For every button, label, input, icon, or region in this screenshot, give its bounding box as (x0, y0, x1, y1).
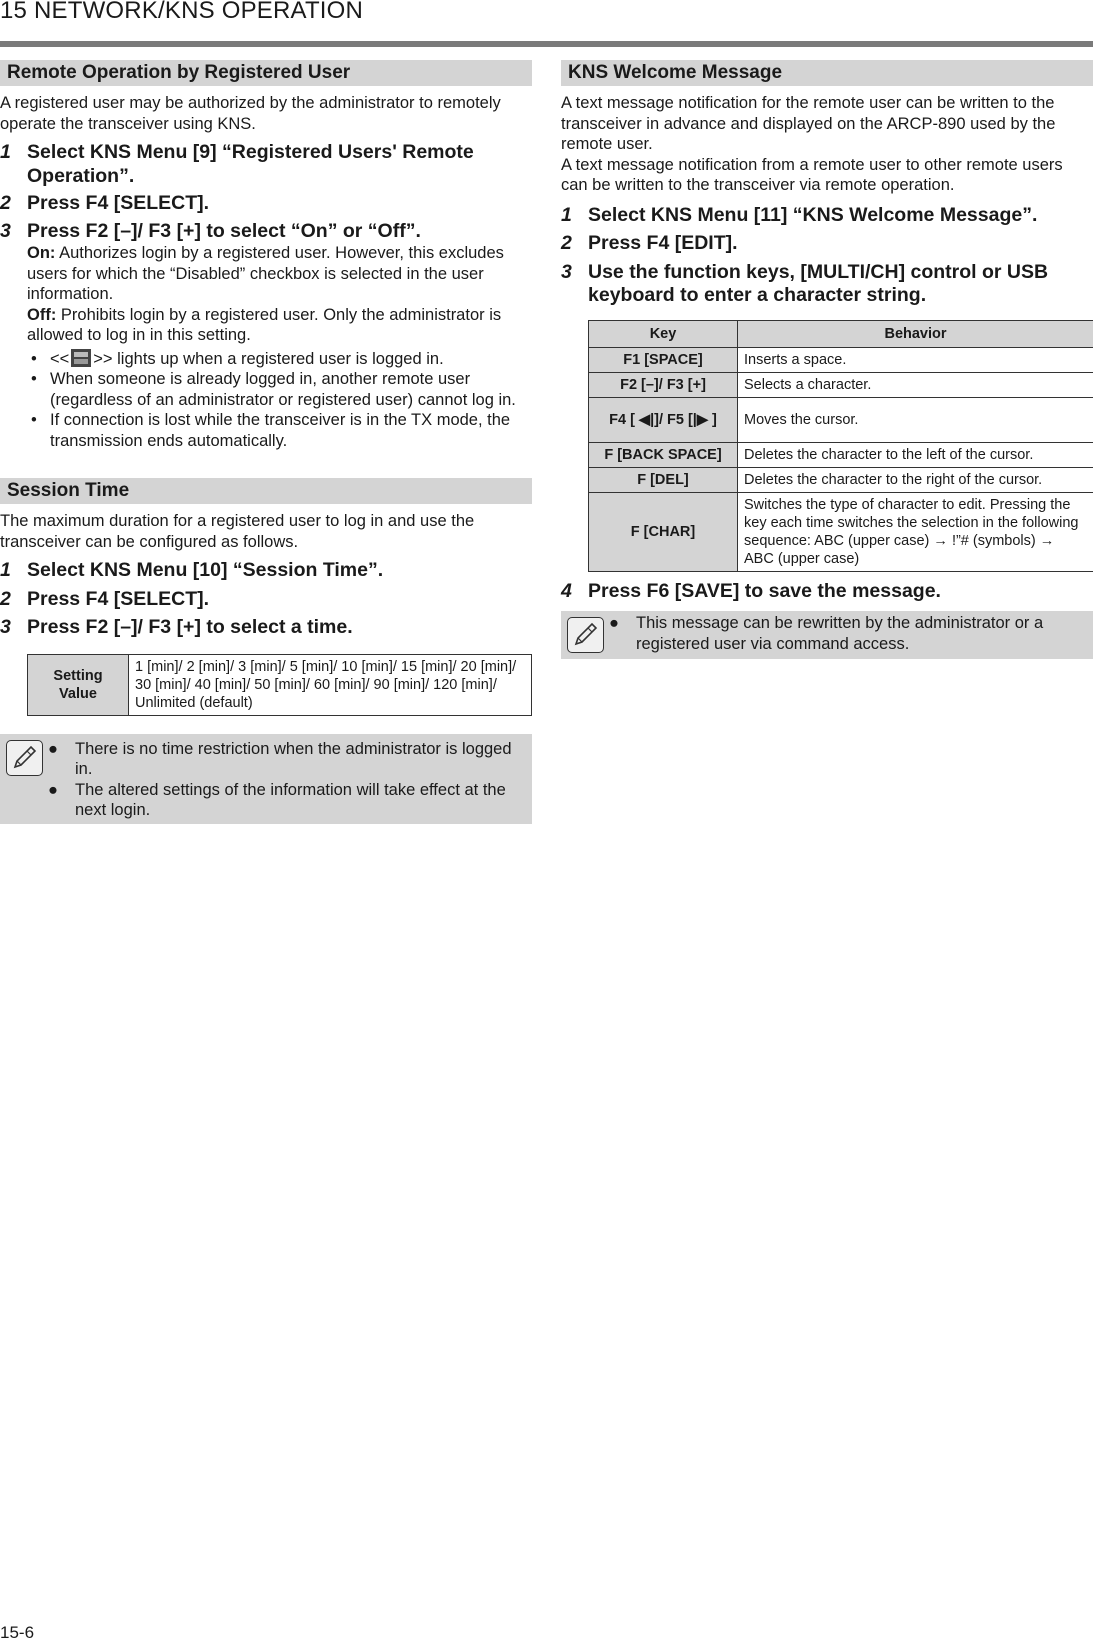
left-column (0, 60, 532, 824)
bullet-icon: • (31, 411, 37, 429)
step-4 (561, 580, 1093, 604)
bullet-icon: • (31, 349, 37, 368)
step-1 (561, 204, 1093, 228)
note-text: There is no time restriction when the administrator is logged in. (75, 739, 512, 778)
step-number: 4 (561, 579, 572, 602)
table-row (589, 397, 1093, 442)
key-cell: F2 [–]/ F3 [+] (589, 372, 738, 397)
column-header-behavior: Behavior (738, 320, 1093, 347)
key-cell: F1 [SPACE] (589, 347, 738, 372)
page-number: 15-6 (0, 1623, 35, 1642)
session-time-note (0, 734, 532, 824)
step-text: Press F2 [–]/ F3 [+] to select “On” or “Off”. (27, 219, 421, 242)
note-list (48, 739, 528, 821)
list-item (48, 780, 528, 821)
note-text: The altered settings of the information will take effect at the next login. (75, 780, 506, 819)
section-heading-remote-operation: Remote Operation by Registered User (0, 60, 532, 86)
pencil-note-icon (567, 617, 604, 653)
pencil-note-icon (6, 740, 43, 776)
step-number: 3 (0, 616, 11, 638)
bullet-icon: ● (609, 614, 619, 632)
step-text: Press F6 [SAVE] to save the message. (588, 579, 941, 602)
step-number: 1 (0, 559, 11, 581)
step-2 (0, 192, 532, 216)
remote-user-icon (71, 349, 91, 367)
table-row (589, 442, 1093, 467)
step-1 (0, 559, 532, 583)
section-heading-welcome-message: KNS Welcome Message (561, 60, 1093, 86)
step-text: Press F4 [SELECT]. (27, 587, 210, 610)
key-cell: F [BACK SPACE] (589, 442, 738, 467)
table-row (589, 347, 1093, 372)
step-text: Press F2 [–]/ F3 [+] to select a time. (27, 616, 353, 638)
list-item (48, 739, 528, 780)
behavior-cell: Inserts a space. (738, 347, 1093, 372)
key-cell: F4 [ ◀|]/ F5 [|▶ ] (589, 397, 738, 442)
key-cell: F [DEL] (589, 467, 738, 492)
remote-operation-intro: A registered user may be authorized by the administrator to remotely operate the transceiver using KNS. (0, 94, 501, 133)
bullet-pre: << (50, 349, 70, 368)
setting-value-header: Setting Value (28, 654, 129, 715)
bullet-text: If connection is lost while the transceiver is in the TX mode, the transmission ends automatically. (50, 411, 511, 450)
step-1 (0, 141, 532, 188)
off-description (0, 305, 532, 346)
step-3 (0, 616, 532, 640)
list-item (27, 349, 532, 370)
table-row (589, 467, 1093, 492)
step-number: 3 (561, 260, 572, 283)
table-header-row (589, 320, 1093, 347)
on-description (0, 243, 532, 305)
bullet-text: When someone is already logged in, another remote user (regardless of an administrator or registered user) cannot log in. (50, 370, 516, 409)
behavior-cell: Selects a character. (738, 372, 1093, 397)
step-2 (561, 232, 1093, 256)
off-label: Off: (27, 305, 57, 324)
step-text: Press F4 [EDIT]. (588, 232, 738, 254)
step-3 (561, 261, 1093, 308)
behavior-cell: Switches the type of character to edit. Pressing the key each time switches the selection in the following sequence: ABC (upper case) → !”# (symbols) → ABC (upper case) (738, 492, 1093, 571)
welcome-message-note (561, 611, 1093, 659)
note-text: This message can be rewritten by the administrator or a registered user via command access. (636, 614, 1044, 653)
page-header (0, 0, 1093, 50)
section-heading-session-time: Session Time (0, 478, 532, 504)
on-label: On: (27, 244, 56, 262)
bullet-icon: ● (48, 780, 58, 799)
bullet-icon: ● (48, 739, 58, 758)
welcome-intro-1: A text message notification for the remote user can be written to the transceiver in advance and displayed on the ARCP-890 used by the remote user. (561, 94, 1056, 153)
remote-operation-bullets (27, 349, 532, 452)
step-number: 2 (0, 587, 11, 610)
bullet-icon: • (31, 370, 37, 388)
note-list (609, 613, 1089, 654)
step-3 (0, 220, 532, 244)
setting-value-cell: 1 [min]/ 2 [min]/ 3 [min]/ 5 [min]/ 10 [min]/ 15 [min]/ 20 [min]/ 30 [min]/ 40 [min]/ 50 [min]/ 60 [min]/ 90 [min]/ 120 [min]/ Unlimited (default) (129, 654, 532, 715)
list-item (27, 369, 532, 410)
step-number: 2 (561, 232, 572, 254)
table-row (28, 654, 532, 715)
step-text: Select KNS Menu [9] “Registered Users' Remote Operation”. (27, 141, 474, 187)
on-text: Authorizes login by a registered user. However, this excludes users for which the “Disabled” checkbox is selected in the user information. (27, 244, 504, 303)
behavior-cell: Deletes the character to the right of the cursor. (738, 467, 1093, 492)
chapter-title: 15 NETWORK/KNS OPERATION (0, 0, 364, 24)
off-text: Prohibits login by a registered user. Only the administrator is allowed to log in in this setting. (27, 305, 502, 344)
column-header-key: Key (589, 320, 738, 347)
right-column (561, 60, 1093, 659)
table-row (589, 492, 1093, 571)
step-number: 2 (0, 192, 11, 214)
behavior-cell: Moves the cursor. (738, 397, 1093, 442)
step-number: 3 (0, 219, 11, 242)
step-text: Press F4 [SELECT]. (27, 192, 210, 214)
step-number: 1 (0, 141, 11, 163)
welcome-intro-2: A text message notification from a remote user to other remote users can be written to the transceiver via remote operation. (561, 155, 1063, 194)
session-time-intro: The maximum duration for a registered user to log in and use the transceiver can be configured as follows. (0, 512, 475, 551)
key-cell: F [CHAR] (589, 492, 738, 571)
behavior-cell: Deletes the character to the left of the cursor. (738, 442, 1093, 467)
step-text: Select KNS Menu [11] “KNS Welcome Message”. (588, 203, 1038, 226)
bullet-post: >> lights up when a registered user is logged in. (93, 349, 444, 368)
session-time-table (27, 654, 532, 716)
list-item (27, 410, 532, 451)
table-row (589, 372, 1093, 397)
step-text: Use the function keys, [MULTI/CH] control or USB keyboard to enter a character string. (588, 260, 1049, 306)
step-2 (0, 588, 532, 612)
header-rule (0, 41, 1093, 47)
list-item (609, 613, 1089, 654)
step-text: Select KNS Menu [10] “Session Time”. (27, 559, 384, 581)
step-number: 1 (561, 203, 572, 226)
key-behavior-table (588, 320, 1093, 572)
